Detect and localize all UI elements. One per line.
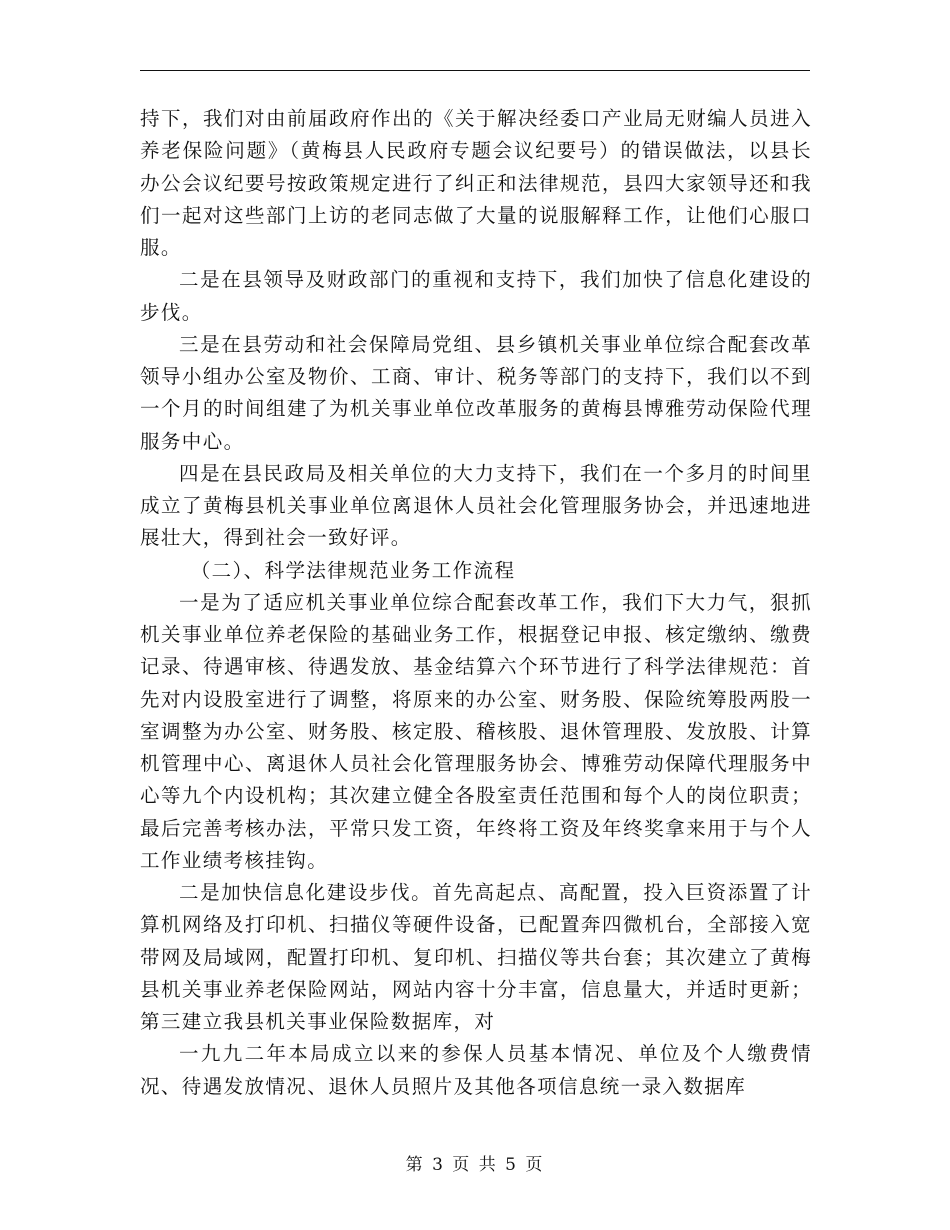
- paragraph-workflow-1: 一是为了适应机关事业单位综合配套改革工作，我们下大力气，狠抓机关事业单位养老保险的基础业务工作，根据登记申报、核定缴纳、缴费记录、待遇审核、待遇发放、基金结算六个环节进行了科学法律规范：首先对内设股室进行了调整，将原来的办公室、财务股、保险统筹股两股一室调整为办公室、财务股、核定股、稽核股、退休管理股、发放股、计算机管理中心、离退休人员社会化管理服务协会、博雅劳动保障代理服务中心等九个内设机构；其次建立健全各股室责任范围和每个人的岗位职责；最后完善考核办法，平常只发工资，年终将工资及年终奖拿来用于与个人工作业绩考核挂钩。: [140, 590, 812, 872]
- paragraph-point-2: 二是在县领导及财政部门的重视和支持下，我们加快了信息化建设的步伐。: [140, 268, 812, 324]
- paragraph-workflow-2: 二是加快信息化建设步伐。首先高起点、高配置，投入巨资添置了计算机网络及打印机、扫描仪等硬件设备，已配置奔四微机台，全部接入宽带网及局域网，配置打印机、复印机、扫描仪等共台套；其次建立了黄梅县机关事业养老保险网站，网站内容十分丰富，信息量大，并适时更新；第三建立我县机关事业保险数据库，对: [140, 881, 812, 1033]
- section-heading: （二）、科学法律规范业务工作流程: [190, 558, 516, 582]
- paragraph-point-3: 三是在县劳动和社会保障局党组、县乡镇机关事业单位综合配套改革领导小组办公室及物价、工商、审计、税务等部门的支持下，我们以不到一个月的时间组建了为机关事业单位改革服务的黄梅县博雅劳动保险代理服务中心。: [140, 332, 812, 453]
- header-rule: [140, 70, 810, 71]
- document-body: [140, 103, 812, 1103]
- paragraph-database: 一九九二年本局成立以来的参保人员基本情况、单位及个人缴费情况、待遇发放情况、退休人员照片及其他各项信息统一录入数据库: [140, 1042, 812, 1098]
- paragraph-point-4: 四是在县民政局及相关单位的大力支持下，我们在一个多月的时间里成立了黄梅县机关事业单位离退休人员社会化管理服务协会，并迅速地进展壮大，得到社会一致好评。: [140, 461, 812, 550]
- page-number-footer: 第 3 页 共 5 页: [405, 1155, 545, 1175]
- paragraph-continuation: 持下，我们对由前届政府作出的《关于解决经委口产业局无财编人员进入养老保险问题》（黄梅县人民政府专题会议纪要号）的错误做法，以县长办公会议纪要号按政策规定进行了纠正和法律规范，县四大家领导还和我们一起对这些部门上访的老同志做了大量的说服解释工作，让他们心服口服。: [140, 107, 812, 259]
